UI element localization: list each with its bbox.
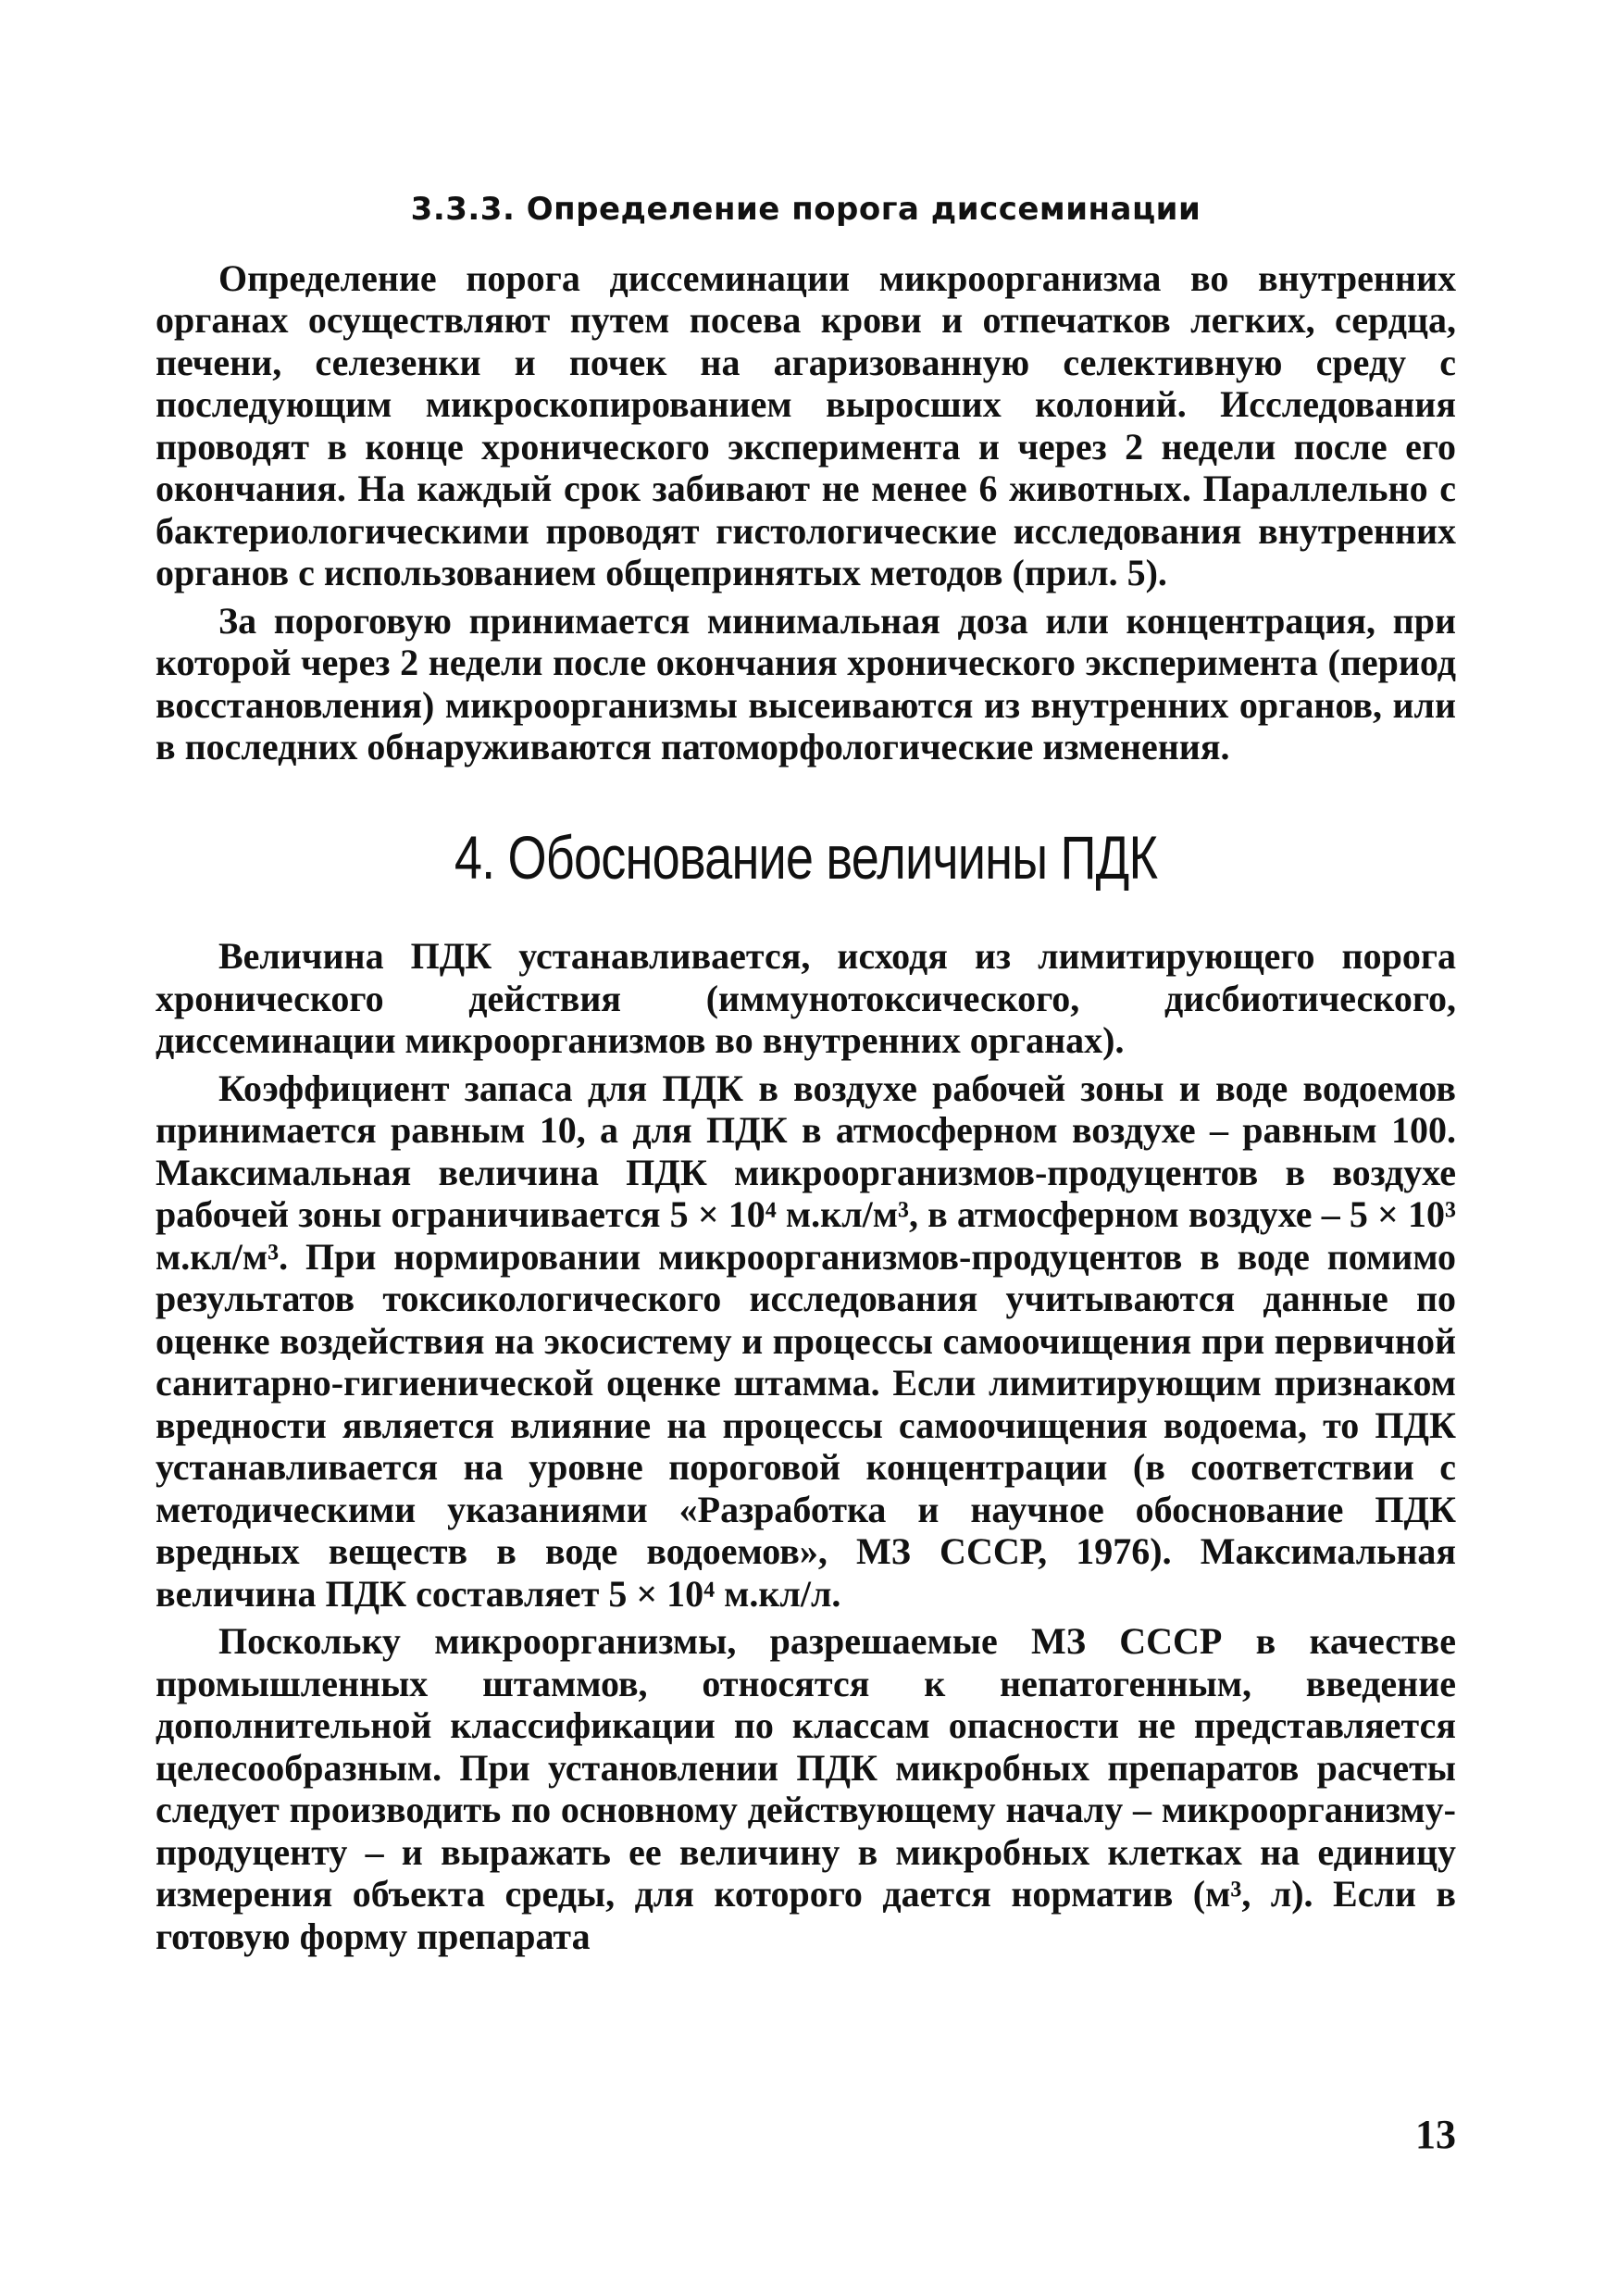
subsection-paragraph-2: За пороговую принимается минимальная доза или концентрация, при которой через 2 недели после окончания хронического эксперимента (период восстановления) микроорганизмы высеиваются из внутренних органов, или в последних обнаруживаются патоморфологические изменения.	[156, 599, 1456, 767]
section-paragraph-2: Коэффициент запаса для ПДК в воздухе рабочей зоны и воде водоемов принимается равным 10, а для ПДК в атмосферном воздухе – равным 100. Максимальная величина ПДК микроорганизмов-продуцентов в воздухе рабочей зоны ограничивается 5 × 10⁴ м.кл/м³, в атмосферном воздухе – 5 × 10³ м.кл/м³. При нормировании микроорганизмов-продуцентов в воде помимо результатов токсикологического исследования учитываются данные по оценке воздействия на экосистему и процессы самоочищения при первичной санитарно-гигиенической оценке штамма. Если лимитирующим признаком вредности является влияние на процессы самоочищения водоема, то ПДК устанавливается на уровне пороговой концентрации (в соответствии с методическими указаниями «Разработка и научное обоснование ПДК вредных веществ в воде водоемов», МЗ СССР, 1976). Максимальная величина ПДК составляет 5 × 10⁴ м.кл/л.	[156, 1067, 1456, 1615]
section-paragraph-1: Величина ПДК устанавливается, исходя из лимитирующего порога хронического действия (иммунотоксического, дисбиотического, диссеминации микроорганизмов во внутренних органах).	[156, 935, 1456, 1062]
subsection-paragraph-1: Определение порога диссеминации микроорганизма во внутренних органах осуществляют путем посева крови и отпечатков легких, сердца, печени, селезенки и почек на агаризованную селективную среду с последующим микроскопированием выросших колоний. Исследования проводят в конце хронического эксперимента и через 2 недели после его окончания. На каждый срок забивают не менее 6 животных. Параллельно с бактериологическими проводят гистологические исследования внутренних органов с использованием общепринятых методов (прил. 5).	[156, 256, 1456, 593]
subsection-title: 3.3.3. Определение порога диссеминации	[410, 191, 1201, 228]
page-content	[156, 190, 1456, 1957]
page-number: 13	[1415, 2112, 1456, 2157]
section-paragraph-3: Поскольку микроорганизмы, разрешаемые МЗ СССР в качестве промышленных штаммов, относятся к непатогенным, введение дополнительной классификации по классам опасности не представляется целесообразным. При установлении ПДК микробных препаратов расчеты следует производить по основному действующему началу – микроорганизму-продуценту – и выражать ее величину в микробных клетках на единицу измерения объекта среды, для которого дается норматив (м³, л). Если в готовую форму препарата	[156, 1620, 1456, 1957]
section-title: 4. Обоснование величины ПДК	[454, 822, 1158, 892]
